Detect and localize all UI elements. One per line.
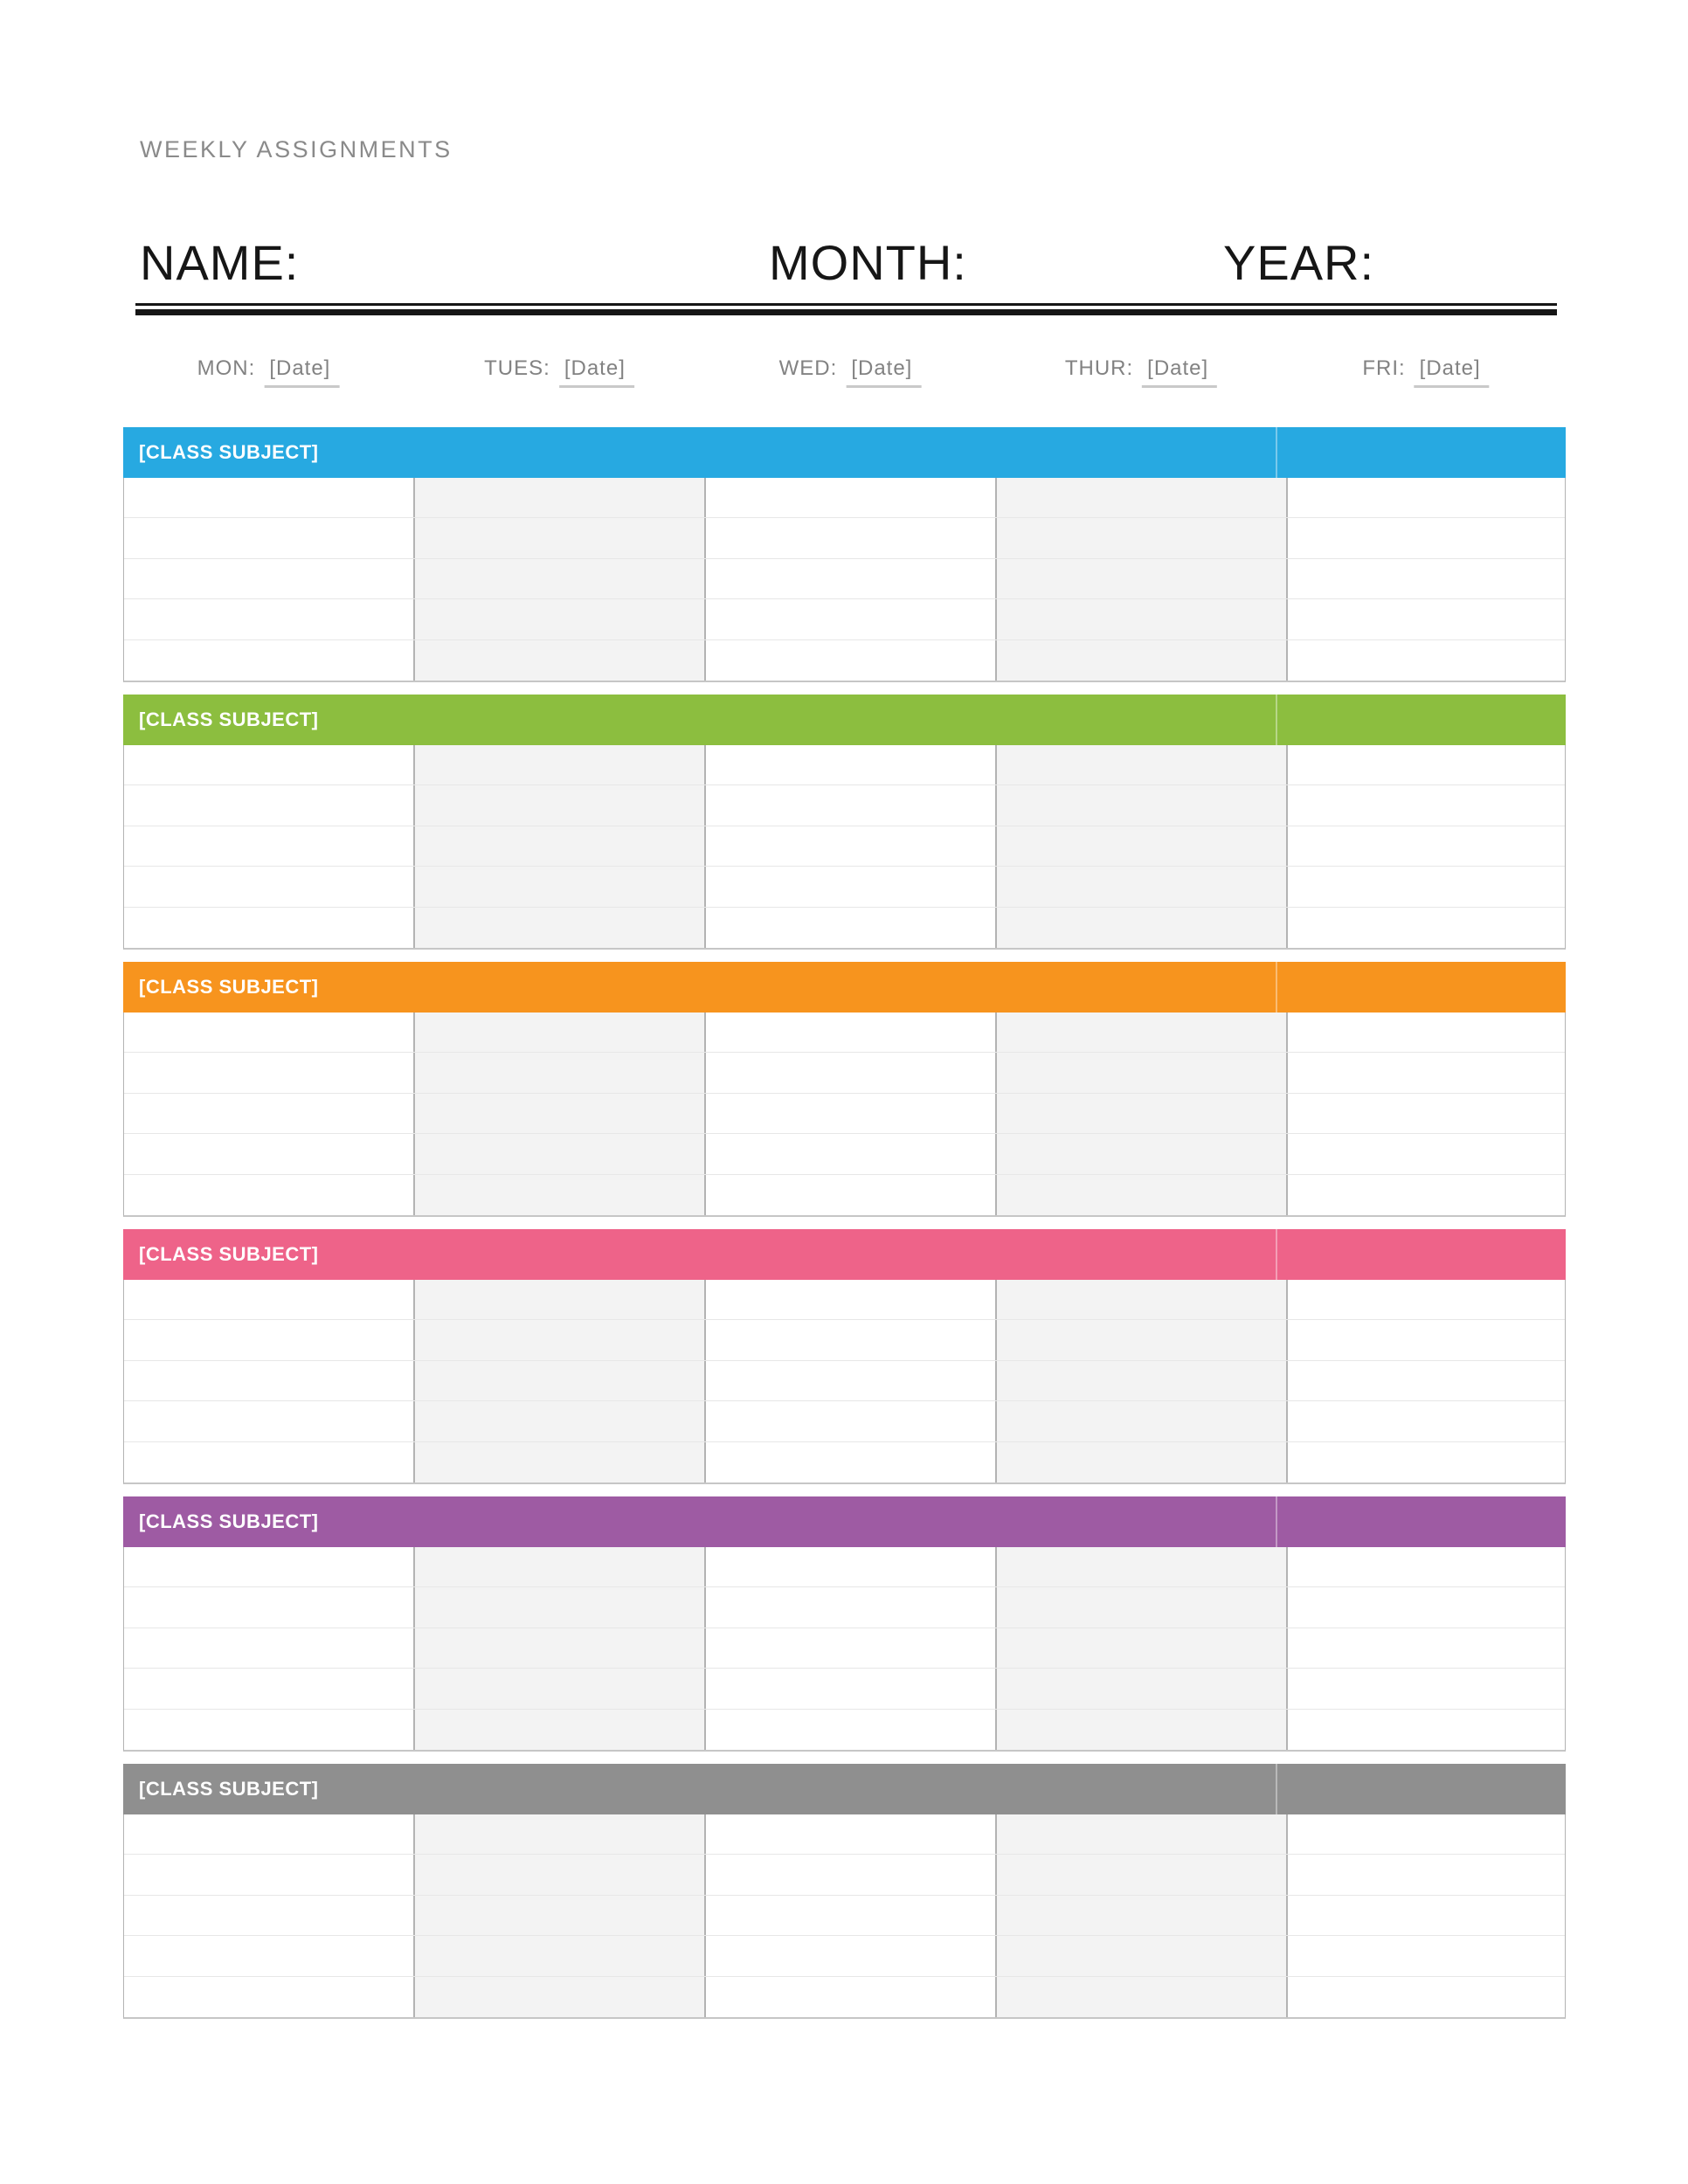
assignment-cell[interactable] xyxy=(1288,1855,1565,1894)
assignment-cell[interactable] xyxy=(997,1547,1288,1586)
assignment-cell[interactable] xyxy=(1288,1361,1565,1400)
assignment-row xyxy=(124,1053,1565,1093)
assignment-row xyxy=(124,785,1565,826)
assignment-row xyxy=(124,1669,1565,1709)
date-placeholder-field[interactable]: [Date] xyxy=(559,355,634,388)
assignment-cell[interactable] xyxy=(415,1175,706,1215)
assignment-cell[interactable] xyxy=(415,1280,706,1319)
assignment-cell[interactable] xyxy=(997,640,1288,681)
assignment-cell[interactable] xyxy=(415,1977,706,2017)
assignment-grid xyxy=(123,1280,1566,1484)
assignment-cell[interactable] xyxy=(706,826,997,866)
day-header-mon xyxy=(197,355,340,388)
subject-placeholder[interactable]: [CLASS SUBJECT] xyxy=(139,1510,319,1532)
assignment-cell[interactable] xyxy=(124,1053,415,1092)
assignment-cell[interactable] xyxy=(415,826,706,866)
assignment-cell[interactable] xyxy=(1288,1814,1565,1854)
assignment-row xyxy=(124,1280,1565,1320)
assignment-cell[interactable] xyxy=(415,559,706,598)
assignment-cell[interactable] xyxy=(124,599,415,639)
assignment-cell[interactable] xyxy=(706,1977,997,2017)
bar-cell-seam xyxy=(1276,1496,1277,1547)
assignment-row xyxy=(124,1628,1565,1669)
assignment-cell[interactable] xyxy=(1288,745,1565,784)
assignment-cell[interactable] xyxy=(124,1094,415,1133)
assignment-cell[interactable] xyxy=(124,1710,415,1750)
day-label: FRI: xyxy=(1362,356,1406,380)
assignment-cell[interactable] xyxy=(415,599,706,639)
assignment-row xyxy=(124,867,1565,907)
assignment-cell[interactable] xyxy=(706,1855,997,1894)
assignment-cell[interactable] xyxy=(706,1013,997,1052)
assignment-cell[interactable] xyxy=(415,640,706,681)
assignment-cell[interactable] xyxy=(415,1320,706,1359)
assignment-cell[interactable] xyxy=(124,745,415,784)
assignment-cell[interactable] xyxy=(124,518,415,557)
assignment-row xyxy=(124,908,1565,948)
assignment-cell[interactable] xyxy=(415,1669,706,1708)
assignment-row xyxy=(124,1547,1565,1587)
assignment-cell[interactable] xyxy=(997,1013,1288,1052)
subject-placeholder[interactable]: [CLASS SUBJECT] xyxy=(139,976,319,998)
date-placeholder-field[interactable]: [Date] xyxy=(264,355,339,388)
subject-header-bar[interactable] xyxy=(123,962,1566,1013)
assignment-cell[interactable] xyxy=(706,1280,997,1319)
subject-section-5 xyxy=(123,1496,1566,1752)
assignment-cell[interactable] xyxy=(1288,1013,1565,1052)
assignment-row xyxy=(124,478,1565,518)
assignment-row xyxy=(124,1814,1565,1855)
assignment-row xyxy=(124,518,1565,558)
assignment-cell[interactable] xyxy=(415,785,706,825)
assignment-cell[interactable] xyxy=(415,1587,706,1627)
day-label: MON: xyxy=(197,356,256,380)
assignment-cell[interactable] xyxy=(415,1710,706,1750)
assignment-cell[interactable] xyxy=(997,1361,1288,1400)
assignment-cell[interactable] xyxy=(997,1175,1288,1215)
assignment-cell[interactable] xyxy=(706,1547,997,1586)
assignment-cell[interactable] xyxy=(1288,1134,1565,1173)
assignment-cell[interactable] xyxy=(706,1936,997,1975)
date-placeholder-field[interactable]: [Date] xyxy=(1415,355,1490,388)
assignment-cell[interactable] xyxy=(997,1094,1288,1133)
assignment-grid xyxy=(123,745,1566,950)
assignment-row xyxy=(124,599,1565,639)
assignment-row xyxy=(124,826,1565,867)
assignment-cell[interactable] xyxy=(1288,785,1565,825)
day-label: WED: xyxy=(778,356,838,380)
assignment-row xyxy=(124,745,1565,785)
assignment-cell[interactable] xyxy=(1288,1936,1565,1975)
assignment-cell[interactable] xyxy=(415,478,706,517)
assignment-cell[interactable] xyxy=(415,1361,706,1400)
assignment-cell[interactable] xyxy=(706,1320,997,1359)
bar-cell-seam xyxy=(1276,1764,1277,1814)
assignment-cell[interactable] xyxy=(124,1669,415,1708)
assignment-cell[interactable] xyxy=(124,1547,415,1586)
assignment-cell[interactable] xyxy=(415,1855,706,1894)
assignment-cell[interactable] xyxy=(1288,1547,1565,1586)
assignment-cell[interactable] xyxy=(415,1814,706,1854)
assignment-cell[interactable] xyxy=(1288,1094,1565,1133)
assignment-cell[interactable] xyxy=(706,1134,997,1173)
assignment-cell[interactable] xyxy=(415,1442,706,1482)
date-placeholder-field[interactable]: [Date] xyxy=(1142,355,1217,388)
bar-cell-seam xyxy=(1276,427,1277,478)
subject-placeholder[interactable]: [CLASS SUBJECT] xyxy=(139,1243,319,1265)
assignment-cell[interactable] xyxy=(1288,1053,1565,1092)
subject-header-bar[interactable] xyxy=(123,1496,1566,1547)
assignment-grid xyxy=(123,1814,1566,2019)
assignment-cell[interactable] xyxy=(124,1628,415,1668)
assignment-cell[interactable] xyxy=(706,640,997,681)
assignment-cell[interactable] xyxy=(124,1936,415,1975)
assignment-cell[interactable] xyxy=(1288,1280,1565,1319)
assignment-cell[interactable] xyxy=(124,1855,415,1894)
assignment-cell[interactable] xyxy=(706,599,997,639)
assignment-cell[interactable] xyxy=(706,785,997,825)
day-header-tues xyxy=(484,355,634,388)
assignment-cell[interactable] xyxy=(706,867,997,906)
assignment-cell[interactable] xyxy=(997,478,1288,517)
assignment-cell[interactable] xyxy=(415,1134,706,1173)
subject-header-bar[interactable] xyxy=(123,1229,1566,1280)
subject-placeholder[interactable]: [CLASS SUBJECT] xyxy=(139,1778,319,1800)
assignment-cell[interactable] xyxy=(706,1628,997,1668)
assignment-cell[interactable] xyxy=(1288,826,1565,866)
assignment-cell[interactable] xyxy=(706,478,997,517)
subject-section-3 xyxy=(123,962,1566,1217)
assignment-row xyxy=(124,1587,1565,1628)
assignment-cell[interactable] xyxy=(706,745,997,784)
assignment-cell[interactable] xyxy=(997,1280,1288,1319)
assignment-cell[interactable] xyxy=(415,745,706,784)
assignment-cell[interactable] xyxy=(706,1094,997,1133)
assignment-row xyxy=(124,1175,1565,1215)
assignment-cell[interactable] xyxy=(706,1896,997,1935)
assignment-cell[interactable] xyxy=(706,518,997,557)
assignment-cell[interactable] xyxy=(997,518,1288,557)
assignment-cell[interactable] xyxy=(415,1628,706,1668)
assignment-cell[interactable] xyxy=(415,518,706,557)
assignment-cell[interactable] xyxy=(124,867,415,906)
assignment-cell[interactable] xyxy=(1288,908,1565,948)
assignment-cell[interactable] xyxy=(124,478,415,517)
day-header-wed xyxy=(779,355,922,388)
assignment-row xyxy=(124,1855,1565,1895)
assignment-cell[interactable] xyxy=(997,908,1288,948)
subject-section-6 xyxy=(123,1764,1566,2019)
day-header-fri xyxy=(1362,355,1489,388)
assignment-cell[interactable] xyxy=(1288,640,1565,681)
assignment-cell[interactable] xyxy=(706,908,997,948)
assignment-cell[interactable] xyxy=(415,867,706,906)
assignment-cell[interactable] xyxy=(124,1401,415,1441)
day-label: THUR: xyxy=(1064,356,1134,380)
assignment-cell[interactable] xyxy=(706,559,997,598)
subject-placeholder[interactable]: [CLASS SUBJECT] xyxy=(139,708,319,730)
assignment-row xyxy=(124,1134,1565,1174)
assignment-cell[interactable] xyxy=(997,1628,1288,1668)
assignment-cell[interactable] xyxy=(1288,867,1565,906)
subject-section-2 xyxy=(123,695,1566,950)
assignment-cell[interactable] xyxy=(124,1175,415,1215)
assignment-row xyxy=(124,1013,1565,1053)
assignment-cell[interactable] xyxy=(1288,599,1565,639)
assignment-row xyxy=(124,1361,1565,1401)
assignment-row xyxy=(124,1710,1565,1750)
assignment-cell[interactable] xyxy=(1288,1401,1565,1441)
assignment-cell[interactable] xyxy=(415,1896,706,1935)
assignment-row xyxy=(124,1320,1565,1360)
name-label: NAME: xyxy=(140,235,300,290)
assignment-cell[interactable] xyxy=(124,1134,415,1173)
assignment-cell[interactable] xyxy=(124,826,415,866)
assignment-cell[interactable] xyxy=(997,1053,1288,1092)
assignment-row xyxy=(124,1401,1565,1441)
assignment-row xyxy=(124,1094,1565,1134)
assignment-cell[interactable] xyxy=(997,1814,1288,1854)
assignment-cell[interactable] xyxy=(997,1587,1288,1627)
assignment-row xyxy=(124,1442,1565,1482)
day-header-row xyxy=(0,355,1688,400)
assignment-cell[interactable] xyxy=(997,1320,1288,1359)
assignment-cell[interactable] xyxy=(124,1896,415,1935)
assignment-cell[interactable] xyxy=(124,1320,415,1359)
assignment-row xyxy=(124,559,1565,599)
assignment-cell[interactable] xyxy=(997,785,1288,825)
assignment-cell[interactable] xyxy=(1288,1442,1565,1482)
assignment-cell[interactable] xyxy=(997,1855,1288,1894)
assignment-cell[interactable] xyxy=(124,1587,415,1627)
subject-header-bar[interactable] xyxy=(123,427,1566,478)
assignment-cell[interactable] xyxy=(997,745,1288,784)
assignment-cell[interactable] xyxy=(415,1401,706,1441)
assignment-cell[interactable] xyxy=(1288,1977,1565,2017)
assignment-cell[interactable] xyxy=(1288,1628,1565,1668)
assignment-grid xyxy=(123,1013,1566,1217)
bar-cell-seam xyxy=(1276,962,1277,1013)
assignment-cell[interactable] xyxy=(997,1669,1288,1708)
assignment-table xyxy=(123,427,1566,2031)
assignment-cell[interactable] xyxy=(1288,1175,1565,1215)
assignment-cell[interactable] xyxy=(1288,1587,1565,1627)
assignment-grid xyxy=(123,1547,1566,1752)
assignment-cell[interactable] xyxy=(124,1442,415,1482)
subject-section-1 xyxy=(123,427,1566,682)
assignment-cell[interactable] xyxy=(1288,478,1565,517)
assignment-cell[interactable] xyxy=(997,1936,1288,1975)
assignment-cell[interactable] xyxy=(997,867,1288,906)
assignment-cell[interactable] xyxy=(124,1013,415,1052)
assignment-cell[interactable] xyxy=(124,1361,415,1400)
month-label: MONTH: xyxy=(769,235,967,290)
assignment-cell[interactable] xyxy=(997,1134,1288,1173)
assignment-cell[interactable] xyxy=(706,1361,997,1400)
header-divider xyxy=(135,303,1557,315)
assignment-cell[interactable] xyxy=(415,1936,706,1975)
assignment-cell[interactable] xyxy=(124,908,415,948)
subject-header-bar[interactable] xyxy=(123,1764,1566,1814)
assignment-cell[interactable] xyxy=(997,599,1288,639)
day-label: TUES: xyxy=(484,356,550,380)
assignment-cell[interactable] xyxy=(997,826,1288,866)
assignment-row xyxy=(124,1896,1565,1936)
assignment-cell[interactable] xyxy=(415,1094,706,1133)
assignment-cell[interactable] xyxy=(415,1013,706,1052)
subject-placeholder[interactable]: [CLASS SUBJECT] xyxy=(139,441,319,463)
assignment-cell[interactable] xyxy=(997,1401,1288,1441)
day-header-thur xyxy=(1065,355,1217,388)
assignment-cell[interactable] xyxy=(706,1710,997,1750)
assignment-row xyxy=(124,1977,1565,2017)
assignment-cell[interactable] xyxy=(124,1814,415,1854)
assignment-cell[interactable] xyxy=(1288,1320,1565,1359)
assignment-cell[interactable] xyxy=(706,1669,997,1708)
assignment-cell[interactable] xyxy=(124,1977,415,2017)
assignment-cell[interactable] xyxy=(706,1814,997,1854)
assignment-grid xyxy=(123,478,1566,682)
assignment-cell[interactable] xyxy=(1288,1669,1565,1708)
subject-section-4 xyxy=(123,1229,1566,1484)
assignment-cell[interactable] xyxy=(415,908,706,948)
page-title: WEEKLY ASSIGNMENTS xyxy=(140,136,453,162)
assignment-row xyxy=(124,640,1565,681)
assignment-cell[interactable] xyxy=(1288,1710,1565,1750)
assignment-cell[interactable] xyxy=(124,1280,415,1319)
assignment-cell[interactable] xyxy=(706,1442,997,1482)
assignment-cell[interactable] xyxy=(997,1977,1288,2017)
assignment-cell[interactable] xyxy=(997,1896,1288,1935)
assignment-cell[interactable] xyxy=(997,559,1288,598)
assignment-cell[interactable] xyxy=(706,1175,997,1215)
assignment-cell[interactable] xyxy=(1288,518,1565,557)
assignment-cell[interactable] xyxy=(415,1547,706,1586)
assignment-cell[interactable] xyxy=(124,785,415,825)
subject-header-bar[interactable] xyxy=(123,695,1566,745)
assignment-cell[interactable] xyxy=(1288,1896,1565,1935)
assignment-cell[interactable] xyxy=(415,1053,706,1092)
assignment-cell[interactable] xyxy=(997,1710,1288,1750)
assignment-cell[interactable] xyxy=(997,1442,1288,1482)
assignment-cell[interactable] xyxy=(124,640,415,681)
date-placeholder-field[interactable]: [Date] xyxy=(846,355,921,388)
assignment-cell[interactable] xyxy=(706,1053,997,1092)
assignment-row xyxy=(124,1936,1565,1976)
year-label: YEAR: xyxy=(1223,235,1375,290)
bar-cell-seam xyxy=(1276,695,1277,745)
assignment-cell[interactable] xyxy=(706,1401,997,1441)
assignment-cell[interactable] xyxy=(706,1587,997,1627)
assignment-cell[interactable] xyxy=(124,559,415,598)
bar-cell-seam xyxy=(1276,1229,1277,1280)
assignment-cell[interactable] xyxy=(1288,559,1565,598)
